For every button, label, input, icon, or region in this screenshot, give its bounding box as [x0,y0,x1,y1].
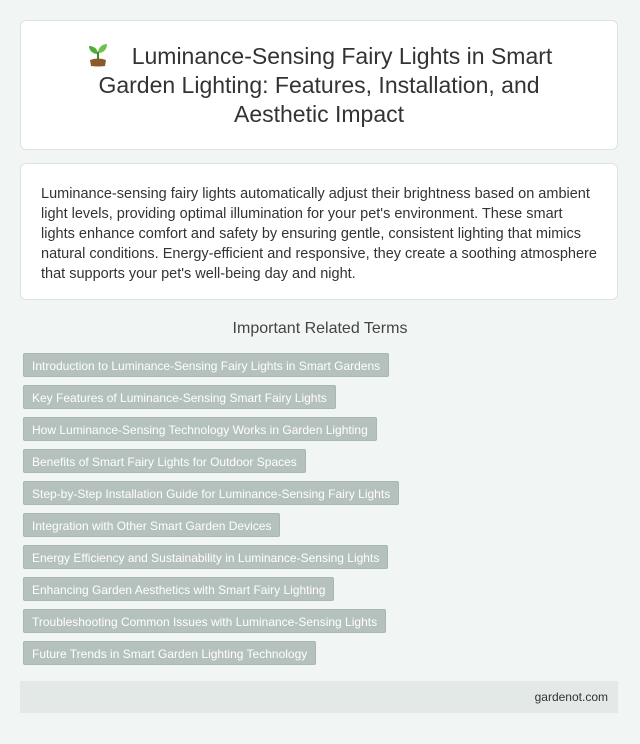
description-card [20,163,618,300]
footer-site-link[interactable]: gardenot.com [534,690,608,704]
list-item [23,353,399,377]
list-item [23,449,399,473]
related-term-link[interactable]: How Luminance-Sensing Technology Works in Garden Lighting [23,417,377,441]
list-item [23,545,399,569]
list-item [23,641,399,665]
page-title [59,41,579,129]
sprout-icon [86,41,110,67]
footer [20,681,618,713]
list-item [23,385,399,409]
related-term-link[interactable]: Troubleshooting Common Issues with Luminance-Sensing Lights [23,609,386,633]
list-item [23,513,399,537]
related-term-link[interactable]: Energy Efficiency and Sustainability in Luminance-Sensing Lights [23,545,388,569]
description-text: Luminance-sensing fairy lights automatically adjust their brightness based on ambient light levels, providing optimal illumination for your pet's environment. These smart lights enhance comfort and safety by ensuring gentle, consistent lighting that mimics natural conditions. Energy-efficient and responsive, they create a soothing atmosphere that supports your pet's well-being day and night. [41,186,597,282]
related-term-link[interactable]: Integration with Other Smart Garden Devices [23,513,280,537]
related-term-link[interactable]: Key Features of Luminance-Sensing Smart Fairy Lights [23,385,336,409]
related-terms-list [23,353,399,673]
list-item [23,481,399,505]
page-title-text: Luminance-Sensing Fairy Lights in Smart Garden Lighting: Features, Installation, and Aesthetic Impact [98,43,553,127]
list-item [23,609,399,633]
related-term-link[interactable]: Benefits of Smart Fairy Lights for Outdoor Spaces [23,449,306,473]
related-terms-heading: Important Related Terms [232,320,408,337]
related-term-link[interactable]: Introduction to Luminance-Sensing Fairy Lights in Smart Gardens [23,353,389,377]
title-card [20,20,618,150]
related-term-link[interactable]: Future Trends in Smart Garden Lighting Technology [23,641,316,665]
related-term-link[interactable]: Step-by-Step Installation Guide for Luminance-Sensing Fairy Lights [23,481,399,505]
related-term-link[interactable]: Enhancing Garden Aesthetics with Smart Fairy Lighting [23,577,334,601]
list-item [23,577,399,601]
list-item [23,417,399,441]
